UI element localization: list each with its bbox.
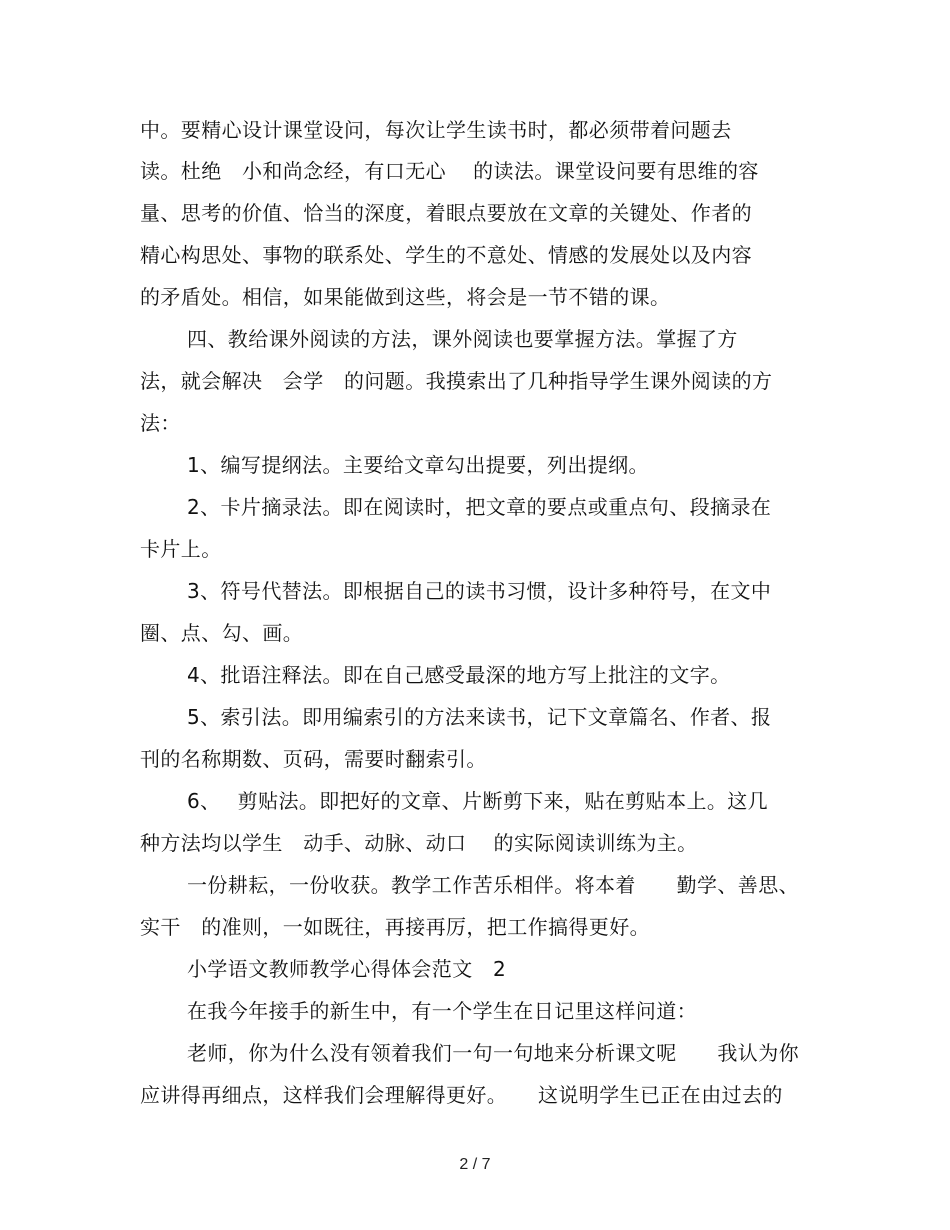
text-line: 精心构思处、事物的联系处、学生的不意处、情感的发展处以及内容	[140, 243, 752, 267]
text-line: 读。杜绝 小和尚念经，有口无心 的读法。课堂设问要有思维的容	[140, 159, 759, 183]
list-item-line: 5、索引法。即用编索引的方法来读书，记下文章篇名、作者、报	[187, 705, 772, 729]
list-item-line: 1、编写提纲法。主要给文章勾出提要，列出提纲。	[187, 453, 649, 477]
list-item-line: 2、卡片摘录法。即在阅读时，把文章的要点或重点句、段摘录在	[187, 495, 772, 519]
text-line: 种方法均以学生 动手、动脉、动口 的实际阅读训练为主。	[140, 831, 698, 855]
page-number: 2 / 7	[459, 1156, 491, 1173]
text-line: 刊的名称期数、页码，需要时翻索引。	[140, 747, 487, 771]
section-title: 小学语文教师教学心得体会范文 2	[187, 957, 507, 981]
text-line: 应讲得再细点，这样我们会理解得更好。 这说明学生已正在由过去的	[140, 1083, 783, 1107]
paragraph-start-line: 一份耕耘，一份收获。教学工作苦乐相伴。将本着 勤学、善思、	[187, 873, 799, 897]
text-line: 法：	[140, 411, 181, 435]
text-line: 量、思考的价值、恰当的深度，着眼点要放在文章的关键处、作者的	[140, 201, 752, 225]
paragraph-start-line: 在我今年接手的新生中，有一个学生在日记里这样问道：	[187, 999, 697, 1023]
text-line: 圈、点、勾、画。	[140, 621, 304, 645]
text-line: 卡片上。	[140, 537, 222, 561]
list-item-line: 4、批语注释法。即在自己感受最深的地方写上批注的文字。	[187, 663, 731, 687]
list-item-line: 6、 剪贴法。即把好的文章、片断剪下来，贴在剪贴本上。这几	[187, 789, 769, 813]
paragraph-start-line: 四、教给课外阅读的方法，课外阅读也要掌握方法。掌握了方	[187, 327, 738, 351]
text-line: 法，就会解决 会学 的问题。我摸索出了几种指导学生课外阅读的方	[140, 369, 773, 393]
text-line: 实干 的准则，一如既往，再接再厉，把工作搞得更好。	[140, 915, 650, 939]
list-item-line: 3、符号代替法。即根据自己的读书习惯，设计多种符号，在文中	[187, 579, 772, 603]
text-line: 中。要精心设计课堂设问，每次让学生读书时，都必须带着问题去	[140, 118, 732, 142]
paragraph-start-line: 老师，你为什么没有领着我们一句一句地来分析课文呢 我认为你	[187, 1041, 799, 1065]
text-line: 的矛盾处。相信，如果能做到这些，将会是一节不错的课。	[140, 285, 671, 309]
